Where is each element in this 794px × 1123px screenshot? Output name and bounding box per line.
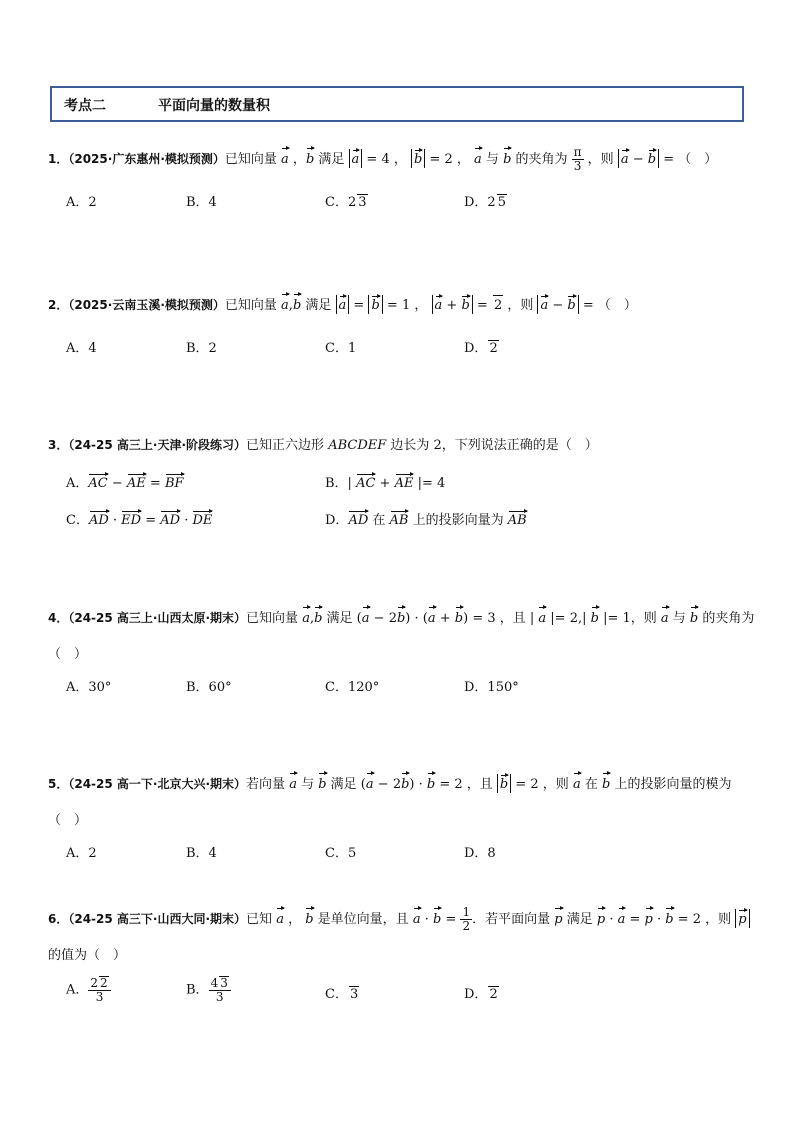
option-D[interactable]: D．8: [464, 846, 496, 861]
option-A[interactable]: A． $\frac{2 2}{3}$: [66, 976, 111, 1004]
option-B[interactable]: B．| AC + AE |= 4: [325, 472, 445, 491]
question-5-paren: （ ）: [48, 813, 88, 828]
keypoint-label: 考点二: [64, 98, 106, 114]
option-B[interactable]: B．4: [186, 846, 217, 861]
question-source: （24-25 高一下·北京大兴·期末）: [68, 777, 247, 791]
question-stem: 已知向量 a,b 满足 (a − 2b) · (a + b) = 3 ，且 | a |= 2,| b |= 1，则 a 与 b 的夹角为: [246, 611, 754, 626]
option-D[interactable]: D．150°: [464, 680, 519, 695]
question-5: [48, 772, 731, 795]
question-3: [48, 435, 598, 456]
question-2: [48, 293, 637, 316]
option-B[interactable]: B．2: [186, 341, 217, 356]
question-source: （2025·云南玉溪·模拟预测）: [68, 298, 225, 312]
question-stem: 已知向量 a ，b 满足 a = 4 ， b = 2 ， a 与 b 的夹角为 $\frac{\pi}{3}$ ，则 a − b = （ ）: [224, 145, 718, 173]
section-header: [50, 86, 744, 122]
question-number: 4．: [48, 611, 69, 625]
option-C[interactable]: C．1: [325, 341, 357, 356]
option-D[interactable]: D．AD 在 AB 上的投影向量为 AB: [325, 509, 527, 528]
option-A[interactable]: A．2: [66, 846, 97, 861]
question-source: （24-25 高三下·山西大同·期末）: [68, 912, 247, 926]
question-number: 1．: [48, 152, 69, 166]
option-D[interactable]: D． 2: [464, 987, 498, 1002]
question-number: 6．: [48, 912, 69, 926]
option-A[interactable]: A．2: [66, 195, 97, 210]
question-4-paren: （ ）: [48, 647, 88, 662]
option-A[interactable]: A．4: [66, 341, 97, 356]
option-D[interactable]: D． 2: [464, 341, 498, 356]
option-A[interactable]: A．AC − AE = BF: [66, 472, 184, 491]
question-stem: 已知 a ， b 是单位向量，且 a · b = $\frac{1}{2}$ ．若平面向量 p 满足 p · a = p · b = 2 ，则 p: [246, 912, 750, 927]
option-B[interactable]: B．4: [186, 195, 217, 210]
question-stem: 已知正六边形 ABCDEF 边长为 2，下列说法正确的是（ ）: [246, 438, 598, 453]
option-B[interactable]: B． $\frac{4 3}{3}$: [186, 976, 231, 1004]
question-source: （2025·广东惠州·模拟预测）: [68, 152, 225, 166]
option-D[interactable]: D．2 5: [464, 195, 506, 210]
option-C[interactable]: C．5: [325, 846, 357, 861]
question-4: [48, 606, 754, 629]
question-source: （24-25 高三上·天津·阶段练习）: [68, 438, 247, 452]
option-B[interactable]: B．60°: [186, 680, 232, 695]
question-stem: 已知向量 a,b 满足 a = b = 1 ， a + b = 2 ，则 a − b = （ ）: [225, 298, 637, 313]
question-1: [48, 146, 717, 173]
question-number: 3．: [48, 438, 69, 452]
section-title: 平面向量的数量积: [158, 98, 270, 114]
question-stem: 若向量 a 与 b 满足 (a − 2b) · b = 2 ，且 b = 2 ，则 a 在 b 上的投影向量的模为: [246, 777, 731, 792]
option-C[interactable]: C．120°: [325, 680, 380, 695]
question-number: 2．: [48, 298, 69, 312]
option-C[interactable]: C．2 3: [325, 195, 367, 210]
option-A[interactable]: A．30°: [66, 680, 112, 695]
question-6-tail: 的值为（ ）: [48, 948, 127, 963]
option-C[interactable]: C．AD · ED = AD · DE: [66, 509, 212, 528]
question-number: 5．: [48, 777, 69, 791]
option-C[interactable]: C． 3: [325, 987, 359, 1002]
question-source: （24-25 高三上·山西太原·期末）: [68, 611, 247, 625]
question-6: [48, 906, 750, 933]
